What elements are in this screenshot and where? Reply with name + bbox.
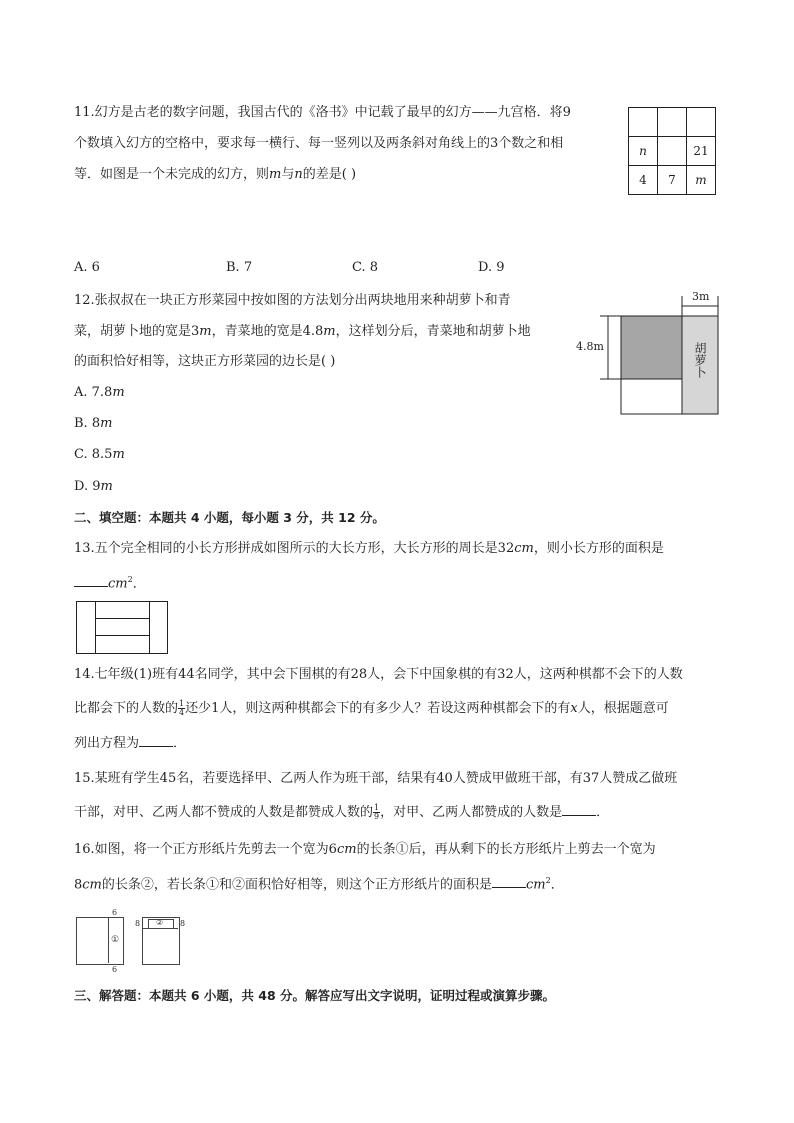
magic-square-grid: n 21 4 7 m (628, 107, 716, 195)
q13-answer-blank[interactable] (74, 574, 108, 587)
q11-line3: 等．如图是一个未完成的幻方，则m与n的差是( ) (74, 167, 357, 182)
q14-line2: 比都会下的人数的 $\frac{1}{4}$ 还少1人，则这两种棋都会下的有多少人？若设这两种棋都会下的有x人，根据题意可 (74, 699, 669, 717)
q14-line3: 列出方程为 ． (74, 736, 187, 751)
q12-option-a[interactable]: A. 7.8m (74, 385, 125, 400)
q13-line2: $cm^2$． (74, 570, 146, 594)
q16-answer-blank[interactable] (492, 875, 526, 888)
q11-line2: 个数填入幻方的空格中，要求每一横行、每一竖列以及两条斜对角线上的3个数之和相 (74, 136, 564, 151)
q14-line1: 14.七年级(1)班有44名同学，其中会下围棋的有28人，会下中国象棋的有32人，这两种棋都不会下的人数 (74, 667, 683, 682)
vegetable-plot (621, 316, 682, 379)
q16-paper-figure (74, 908, 194, 976)
q12-option-d[interactable]: D. 9m (74, 479, 113, 494)
q14-answer-blank[interactable] (139, 734, 173, 747)
fig16-label-eight-left: 8 (135, 919, 141, 928)
fig16-label-six-bottom: 6 (112, 965, 118, 974)
fig16-label-two: ② (156, 918, 164, 927)
q11-option-b[interactable]: B. 7 (226, 260, 253, 275)
q16-line2: 8cm的长条②，若长条①和②面积恰好相等，则这个正方形纸片的面积是 $cm^2$． (74, 876, 564, 893)
fig16-label-eight-right: 8 (180, 919, 186, 928)
q11-option-d[interactable]: D. 9 (478, 260, 505, 275)
fraction-one-ninth: $\frac{1}{9}$ (374, 803, 380, 821)
q15-line2: 干部，对甲、乙两人都不赞成的人数是都赞成人数的 $\frac{1}{9}$ ，对甲、乙两人都赞成的人数是 ． (74, 803, 610, 821)
fig12-top-label: 3m (692, 290, 710, 303)
q13-rectangle-figure (76, 601, 168, 654)
fig12-carrot-label: 胡萝卜 (693, 342, 707, 378)
q12-line2: 菜，胡萝卜地的宽是3m，青菜地的宽是4.8m，这样划分后，青菜地和胡萝卜地 (74, 324, 531, 339)
q12-option-b[interactable]: B. 8m (74, 416, 113, 431)
section2-heading: 二、填空题：本题共 4 小题，每小题 3 分，共 12 分。 (74, 510, 385, 525)
fig16-label-six-top: 6 (112, 908, 118, 917)
q16-line1: 16.如图，将一个正方形纸片先剪去一个宽为6cm的长条①后，再从剩下的长方形纸片上剪去一个宽为 (74, 842, 656, 857)
garden-figure (570, 290, 730, 420)
q12-line1: 12.张叔叔在一块正方形菜园中按如图的方法划分出两块地用来种胡萝卜和青 (74, 293, 511, 308)
q15-line1: 15.某班有学生45名，若要选择甲、乙两人作为班干部，结果有40人赞成甲做班干部，有37人赞成乙做班 (74, 771, 678, 786)
q12-line3: 的面积恰好相等，这块正方形菜园的边长是( ) (74, 354, 336, 369)
q15-answer-blank[interactable] (562, 803, 596, 816)
fig16-label-one: ① (111, 935, 120, 945)
q11-option-a[interactable]: A. 6 (74, 260, 100, 275)
q11-option-c[interactable]: C. 8 (352, 260, 379, 275)
fig12-left-label: 4.8m (576, 340, 604, 353)
q13-line1: 13.五个完全相同的小长方形拼成如图所示的大长方形，大长方形的周长是32cm，则小长方形的面积是 (74, 541, 664, 556)
q11-line1: 11.幻方是古老的数字问题，我国古代的《洛书》中记载了最早的幻方——九宫格．将9 (74, 105, 571, 120)
fraction-one-quarter: $\frac{1}{4}$ (179, 699, 185, 717)
q12-option-c[interactable]: C. 8.5m (74, 447, 125, 462)
section3-heading: 三、解答题：本题共 6 小题，共 48 分。解答应写出文字说明，证明过程或演算步骤。 (74, 988, 556, 1003)
